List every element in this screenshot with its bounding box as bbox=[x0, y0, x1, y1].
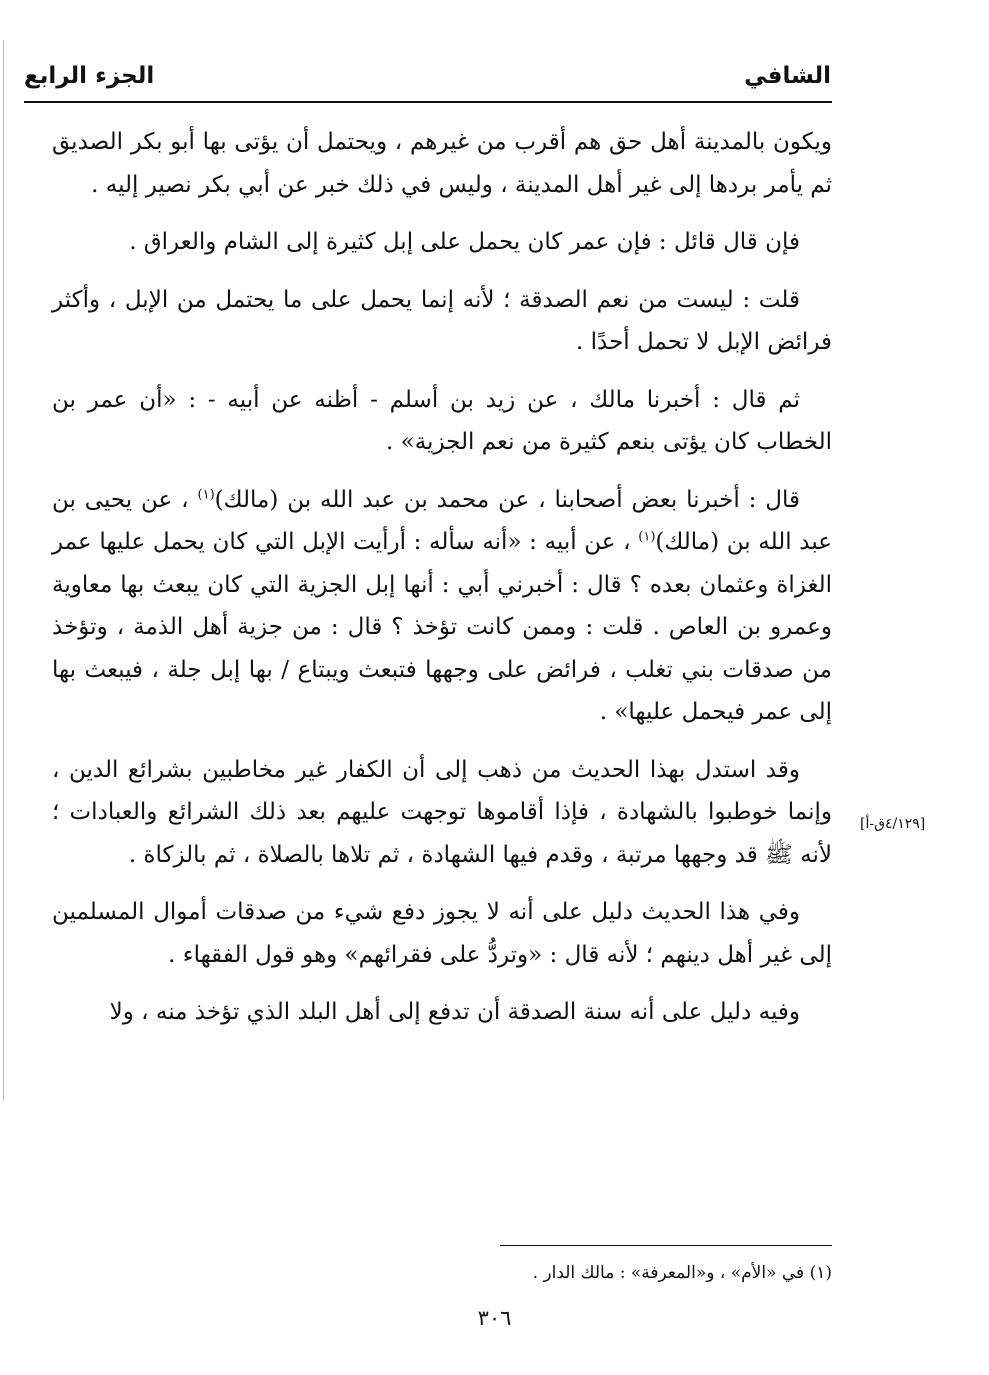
paragraph-6: وقد استدل بهذا الحديث من ذهب إلى أن الكفار غير مخاطبين بشرائع الدين ، وإنما خوطبوا بالشهادة ، فإذا أقاموها توجهت عليهم بعد ذلك الشرائع والعبادات ؛ لأنه ﷺ قد وجهها مرتبة ، وقدم فيها الشهادة ، ثم تلاها بالصلاة ، ثم بالزكاة . bbox=[52, 756, 832, 868]
running-header-volume: الجزء الرابع bbox=[24, 63, 155, 89]
paragraph-7: وفي هذا الحديث دليل على أنه لا يجوز دفع شيء من صدقات أموال المسلمين إلى غير أهل دينهم ؛ لأنه قال : «وتردُّ على فقرائهم» وهو قول الفقهاء . bbox=[52, 899, 832, 968]
running-header-book-title: الشافي bbox=[744, 63, 831, 89]
paragraph-5-part-2: ، عن يحيى بن عبد الله بن (مالك) bbox=[52, 486, 832, 555]
paragraph-1: ويكون بالمدينة أهل حق هم أقرب من غيرهم ، ويحتمل أن يؤتى بها أبو بكر الصديق ثم يأمر بردها إلى غير أهل المدينة ، وليس في ذلك خبر عن أبي بكر نصير إليه . bbox=[52, 129, 832, 198]
scan-edge-line bbox=[3, 40, 4, 1100]
footnote-ref-2: (١) bbox=[638, 529, 656, 545]
paragraph-4: ثم قال : أخبرنا مالك ، عن زيد بن أسلم - أظنه عن أبيه - : «أن عمر بن الخطاب كان يؤتى بنعم كثيرة من نعم الجزية» . bbox=[52, 386, 832, 455]
paragraph-8: وفيه دليل على أنه سنة الصدقة أن تدفع إلى أهل البلد الذي تؤخذ منه ، ولا bbox=[109, 999, 800, 1025]
footnote-ref-1: (١) bbox=[197, 486, 215, 502]
footnote-rule bbox=[500, 1245, 832, 1246]
footnote: (١) في «الأم» ، و«المعرفة» : مالك الدار . bbox=[532, 1263, 832, 1283]
manuscript-folio-note: [٤/١٢٩ق-أ] bbox=[860, 816, 926, 832]
paragraph-5-part-3: ، عن أبيه : «أنه سأله : أرأيت الإبل التي كان يحمل عليها عمر الغزاة وعثمان بعده ؟ قال : أخبرني أبي : أنها إبل الجزية التي كان يبعث بها معاوية وعمرو بن العاص . قلت : وممن كانت تؤخذ ؟ قال : من جزية أهل الذمة ، وتؤخذ من صدقات بني تغلب ، فرائض على وجهها فتبعث ويبتاع / بها إبل جلة ، فيبعث بها إلى عمر فيحمل عليها» . bbox=[52, 529, 832, 725]
page-number: ٣٠٦ bbox=[477, 1306, 512, 1330]
paragraph-3: قلت : ليست من نعم الصدقة ؛ لأنه إنما يحمل على ما يحتمل من الإبل ، وأكثر فرائض الإبل لا تحمل أحدًا . bbox=[52, 286, 832, 355]
paragraph-2: فإن قال قائل : فإن عمر كان يحمل على إبل كثيرة إلى الشام والعراق . bbox=[129, 229, 800, 255]
header-rule bbox=[24, 101, 832, 103]
main-text bbox=[52, 121, 832, 1034]
paragraph-5 bbox=[52, 479, 832, 734]
paragraph-5-part-1: قال : أخبرنا بعض أصحابنا ، عن محمد بن عبد الله بن (مالك) bbox=[214, 486, 800, 513]
